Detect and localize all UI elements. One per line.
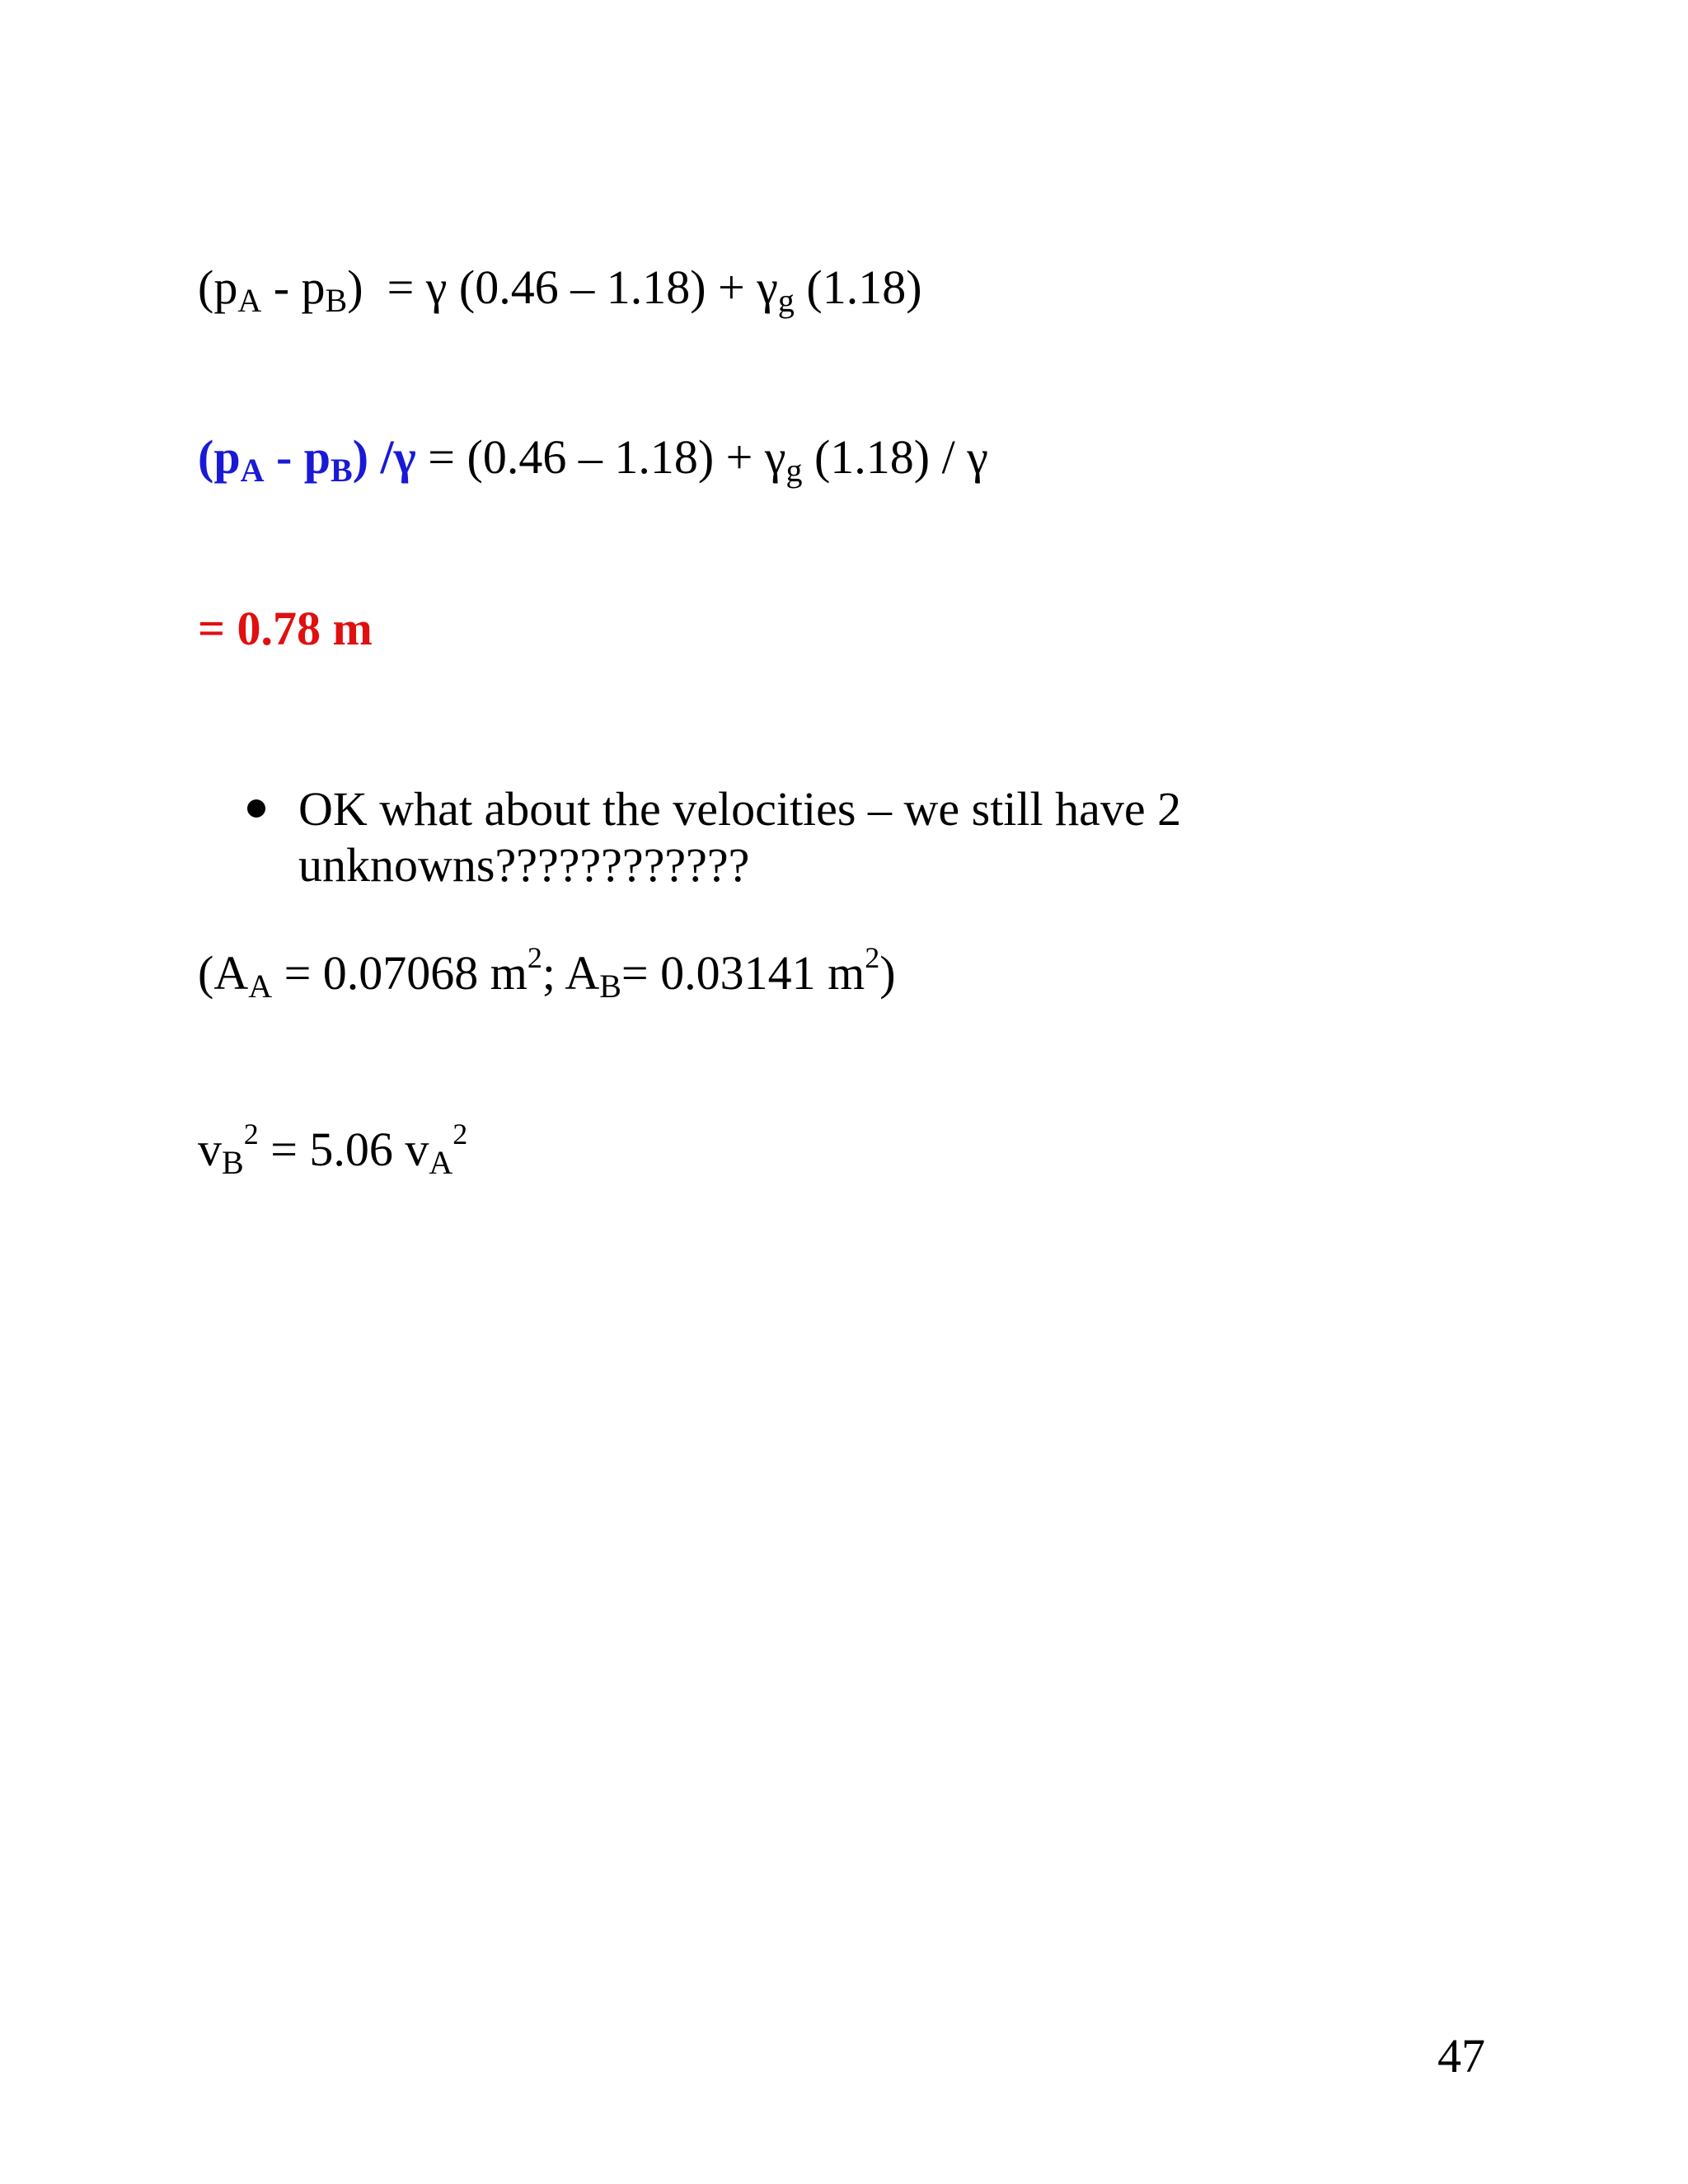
areas-subscript-a: A	[248, 968, 273, 1005]
eq1-subscript-g: g	[777, 282, 795, 319]
eq1-tail: (1.18)	[794, 260, 922, 314]
eq2-subscript-a: A	[240, 452, 265, 489]
areas-value-a: = 0.07068 m	[272, 946, 528, 1000]
vel-mid: = 5.06 v	[258, 1122, 429, 1176]
equation-areas	[198, 941, 896, 1005]
eq1-subscript-b: B	[325, 282, 348, 319]
eq2-close: ) /γ	[352, 430, 416, 484]
vel-exponent-b: 2	[243, 1118, 259, 1151]
areas-separator: ; A	[542, 946, 600, 1000]
eq1-rhs: = γ (0.46 – 1.18) + γ	[363, 260, 778, 314]
areas-close: )	[879, 946, 896, 1000]
vel-subscript-a: A	[429, 1144, 453, 1181]
vel-exponent-a: 2	[452, 1118, 468, 1151]
areas-exponent-a: 2	[527, 941, 542, 974]
areas-subscript-b: B	[599, 968, 621, 1005]
vel-v-b: v	[198, 1122, 222, 1176]
eq2-subscript-b: B	[331, 452, 353, 489]
equation-pressure-head	[198, 430, 988, 489]
eq1-minus: - p	[261, 260, 326, 314]
result-value: = 0.78 m	[198, 602, 373, 655]
bullet-icon	[247, 799, 265, 818]
bullet-text: OK what about the velocities – we still have 2 unknowns????????????	[298, 782, 1182, 892]
eq1-subscript-a: A	[237, 282, 262, 319]
eq2-open: (p	[198, 430, 241, 484]
eq1-open: (p	[198, 260, 238, 314]
eq1-close: )	[347, 260, 363, 314]
eq2-rhs: = (0.46 – 1.18) + γ	[415, 430, 786, 484]
equation-velocity-ratio	[198, 1118, 468, 1181]
areas-exponent-b: 2	[865, 941, 880, 974]
eq2-lhs	[198, 430, 416, 489]
eq2-tail: (1.18) / γ	[802, 430, 988, 484]
equation-pressure-difference	[198, 260, 922, 319]
vel-subscript-b: B	[222, 1144, 244, 1181]
eq2-minus: - p	[264, 430, 331, 484]
areas-value-b: = 0.03141 m	[621, 946, 865, 1000]
page-number: 47	[1437, 2029, 1485, 2083]
areas-open: (A	[198, 946, 249, 1000]
eq2-subscript-g: g	[785, 452, 803, 489]
